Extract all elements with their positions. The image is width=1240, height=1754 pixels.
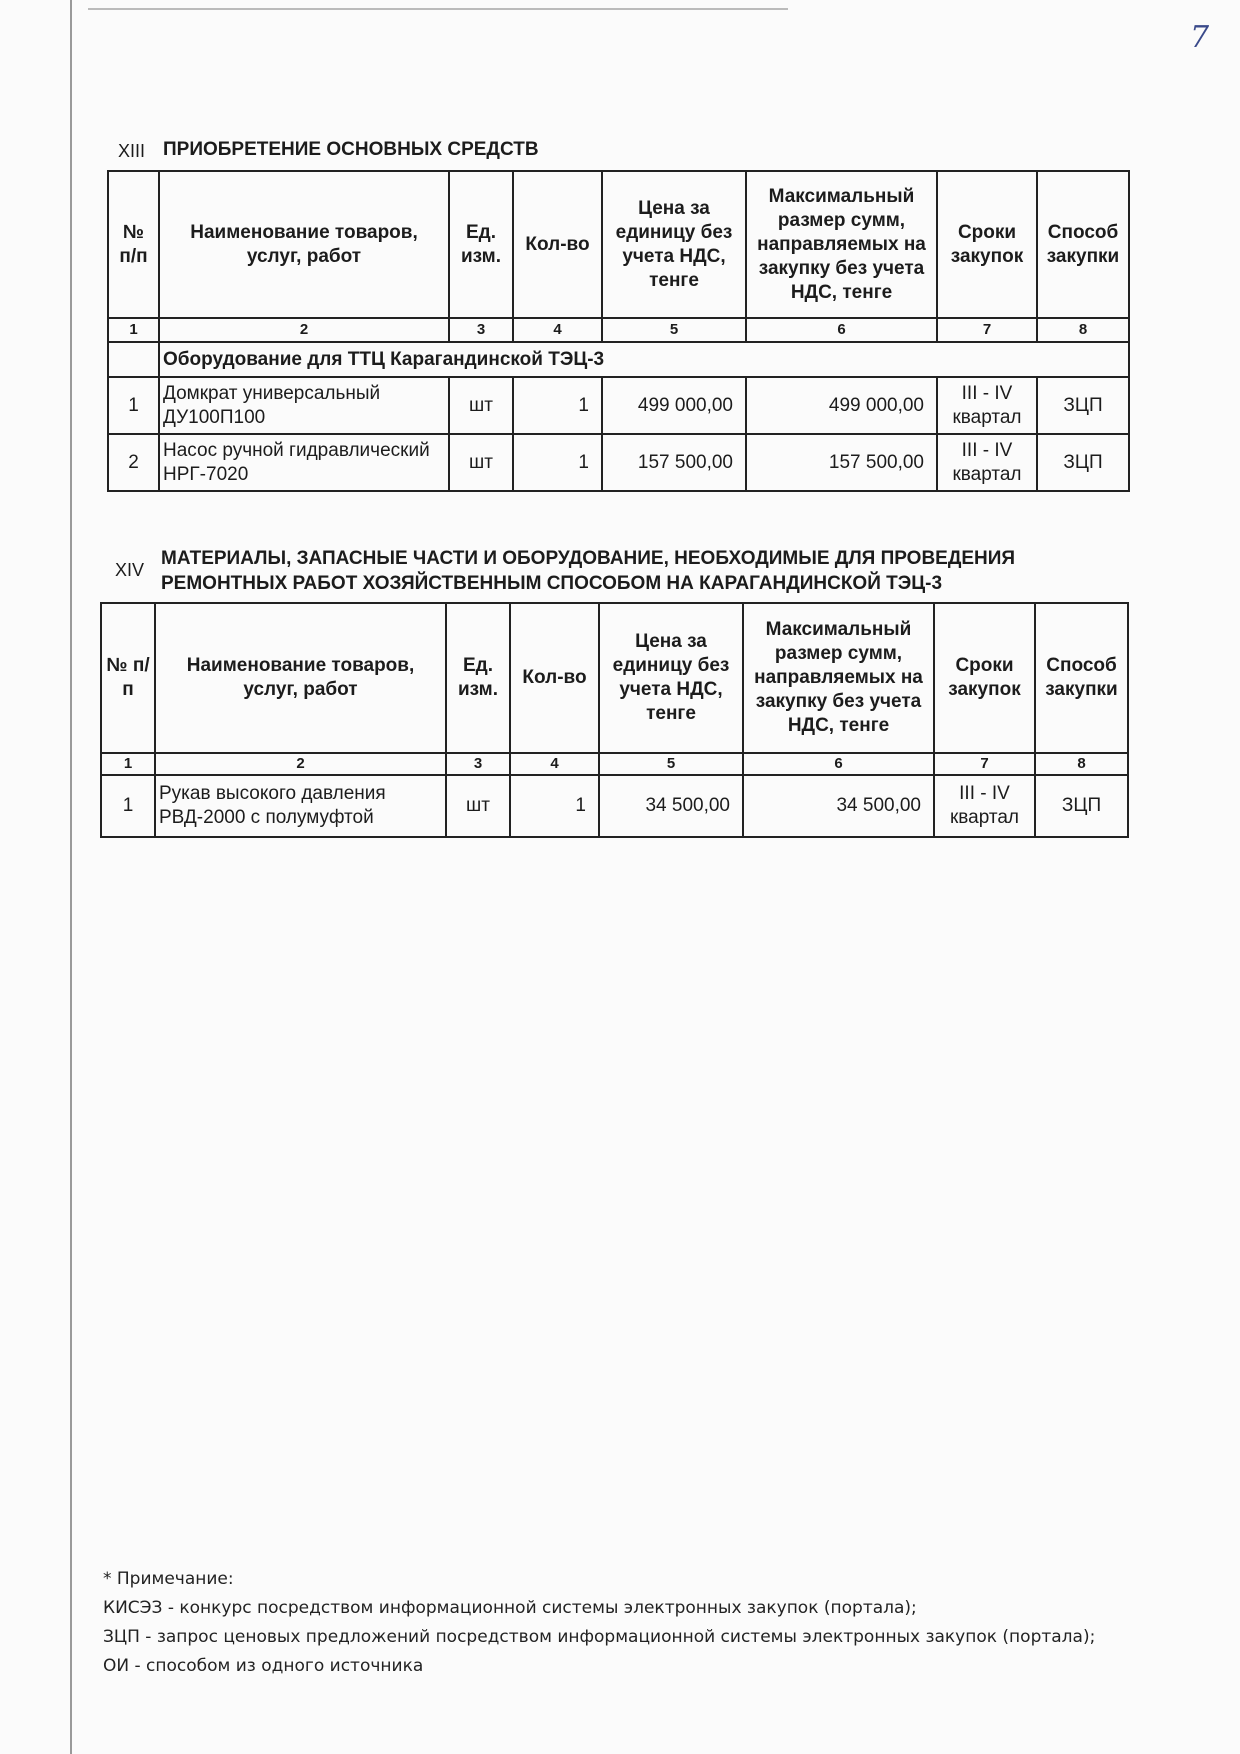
- quantity-cell: 1: [513, 434, 602, 491]
- scan-edge-line: [88, 8, 788, 10]
- notes: [103, 1565, 1103, 1681]
- max-amount-cell: 34 500,00: [743, 775, 934, 837]
- section-13-table: [107, 170, 1130, 492]
- column-number: 3: [449, 318, 513, 342]
- column-number: 4: [513, 318, 602, 342]
- column-number: 5: [599, 753, 743, 775]
- unit-price-cell: 34 500,00: [599, 775, 743, 837]
- column-header-unit: Ед. изм.: [449, 171, 513, 318]
- section-14-table: [100, 602, 1129, 838]
- table-row: [101, 775, 1128, 837]
- column-number: 1: [101, 753, 155, 775]
- page-number: 7: [1190, 20, 1210, 55]
- column-header-quantity: Кол-во: [513, 171, 602, 318]
- column-number: 7: [937, 318, 1037, 342]
- row-number-cell: 2: [108, 434, 159, 491]
- column-header-max-amount: Максимальный размер сумм, направляемых на закупку без учета НДС, тенге: [743, 603, 934, 753]
- unit-cell: шт: [449, 434, 513, 491]
- section-14-number: XIV: [115, 560, 145, 580]
- row-number-cell: 1: [108, 377, 159, 434]
- column-header-procurement-period: Сроки закупок: [934, 603, 1035, 753]
- column-number-row: [101, 753, 1128, 775]
- column-header-row-number: № п/п: [101, 603, 155, 753]
- header-row: [108, 171, 1129, 318]
- quantity-cell: 1: [510, 775, 599, 837]
- procurement-period-cell: III - IV квартал: [937, 434, 1037, 491]
- unit-cell: шт: [446, 775, 510, 837]
- procurement-period-cell: III - IV квартал: [934, 775, 1035, 837]
- unit-price-cell: 499 000,00: [602, 377, 746, 434]
- item-name-cell: Насос ручной гидравлический НРГ-7020: [159, 434, 449, 491]
- section-13-title: ПРИОБРЕТЕНИЕ ОСНОВНЫХ СРЕДСТВ: [163, 139, 539, 160]
- max-amount-cell: 499 000,00: [746, 377, 937, 434]
- note-kisez: КИСЭЗ - конкурс посредством информационной системы электронных закупок (портала);: [103, 1598, 917, 1618]
- note-oi: ОИ - способом из одного источника: [103, 1656, 424, 1676]
- column-header-procurement-period: Сроки закупок: [937, 171, 1037, 318]
- note-zcp: ЗЦП - запрос ценовых предложений посредством информационной системы электронных закупок (портала);: [103, 1627, 1096, 1647]
- header-row: [101, 603, 1128, 753]
- procurement-period-cell: III - IV квартал: [937, 377, 1037, 434]
- binding-margin-line: [70, 0, 72, 1754]
- column-number: 6: [743, 753, 934, 775]
- column-number-row: [108, 318, 1129, 342]
- procurement-method-cell: ЗЦП: [1035, 775, 1128, 837]
- unit-price-cell: 157 500,00: [602, 434, 746, 491]
- column-header-procurement-method: Способ закупки: [1035, 603, 1128, 753]
- max-amount-cell: 157 500,00: [746, 434, 937, 491]
- column-header-row-number: № п/п: [108, 171, 159, 318]
- column-header-max-amount: Максимальный размер сумм, направляемых на закупку без учета НДС, тенге: [746, 171, 937, 318]
- column-header-quantity: Кол-во: [510, 603, 599, 753]
- procurement-method-cell: ЗЦП: [1037, 434, 1129, 491]
- column-header-unit: Ед. изм.: [446, 603, 510, 753]
- section-14-title: МАТЕРИАЛЫ, ЗАПАСНЫЕ ЧАСТИ И ОБОРУДОВАНИЕ, НЕОБХОДИМЫЕ ДЛЯ ПРОВЕДЕНИЯ РЕМОНТНЫХ РАБОТ ХОЗЯЙСТВЕННЫМ СПОСОБОМ НА КАРАГАНДИНСКОЙ ТЭЦ-3: [161, 548, 1016, 594]
- item-name-cell: Домкрат универсальный ДУ100П100: [159, 377, 449, 434]
- table-row: [108, 377, 1129, 434]
- notes-heading: * Примечание:: [103, 1569, 234, 1589]
- column-number: 1: [108, 318, 159, 342]
- column-number: 6: [746, 318, 937, 342]
- group-row: [108, 342, 1129, 377]
- column-number: 7: [934, 753, 1035, 775]
- quantity-cell: 1: [513, 377, 602, 434]
- column-header-unit-price: Цена за единицу без учета НДС, тенге: [602, 171, 746, 318]
- column-number: 5: [602, 318, 746, 342]
- table-row: [108, 434, 1129, 491]
- column-number: 3: [446, 753, 510, 775]
- column-number: 8: [1035, 753, 1128, 775]
- unit-cell: шт: [449, 377, 513, 434]
- column-number: 2: [155, 753, 446, 775]
- procurement-method-cell: ЗЦП: [1037, 377, 1129, 434]
- section-13-number: XIII: [118, 141, 146, 161]
- column-header-unit-price: Цена за единицу без учета НДС, тенге: [599, 603, 743, 753]
- row-number-cell: 1: [101, 775, 155, 837]
- group-title: Оборудование для ТТЦ Карагандинской ТЭЦ-3: [159, 342, 1129, 377]
- column-number: 4: [510, 753, 599, 775]
- item-name-cell: Рукав высокого давления РВД-2000 с полумуфтой: [155, 775, 446, 837]
- column-number: 2: [159, 318, 449, 342]
- column-header-item-name: Наименование товаров, услуг, работ: [155, 603, 446, 753]
- column-number: 8: [1037, 318, 1129, 342]
- column-header-procurement-method: Способ закупки: [1037, 171, 1129, 318]
- column-header-item-name: Наименование товаров, услуг, работ: [159, 171, 449, 318]
